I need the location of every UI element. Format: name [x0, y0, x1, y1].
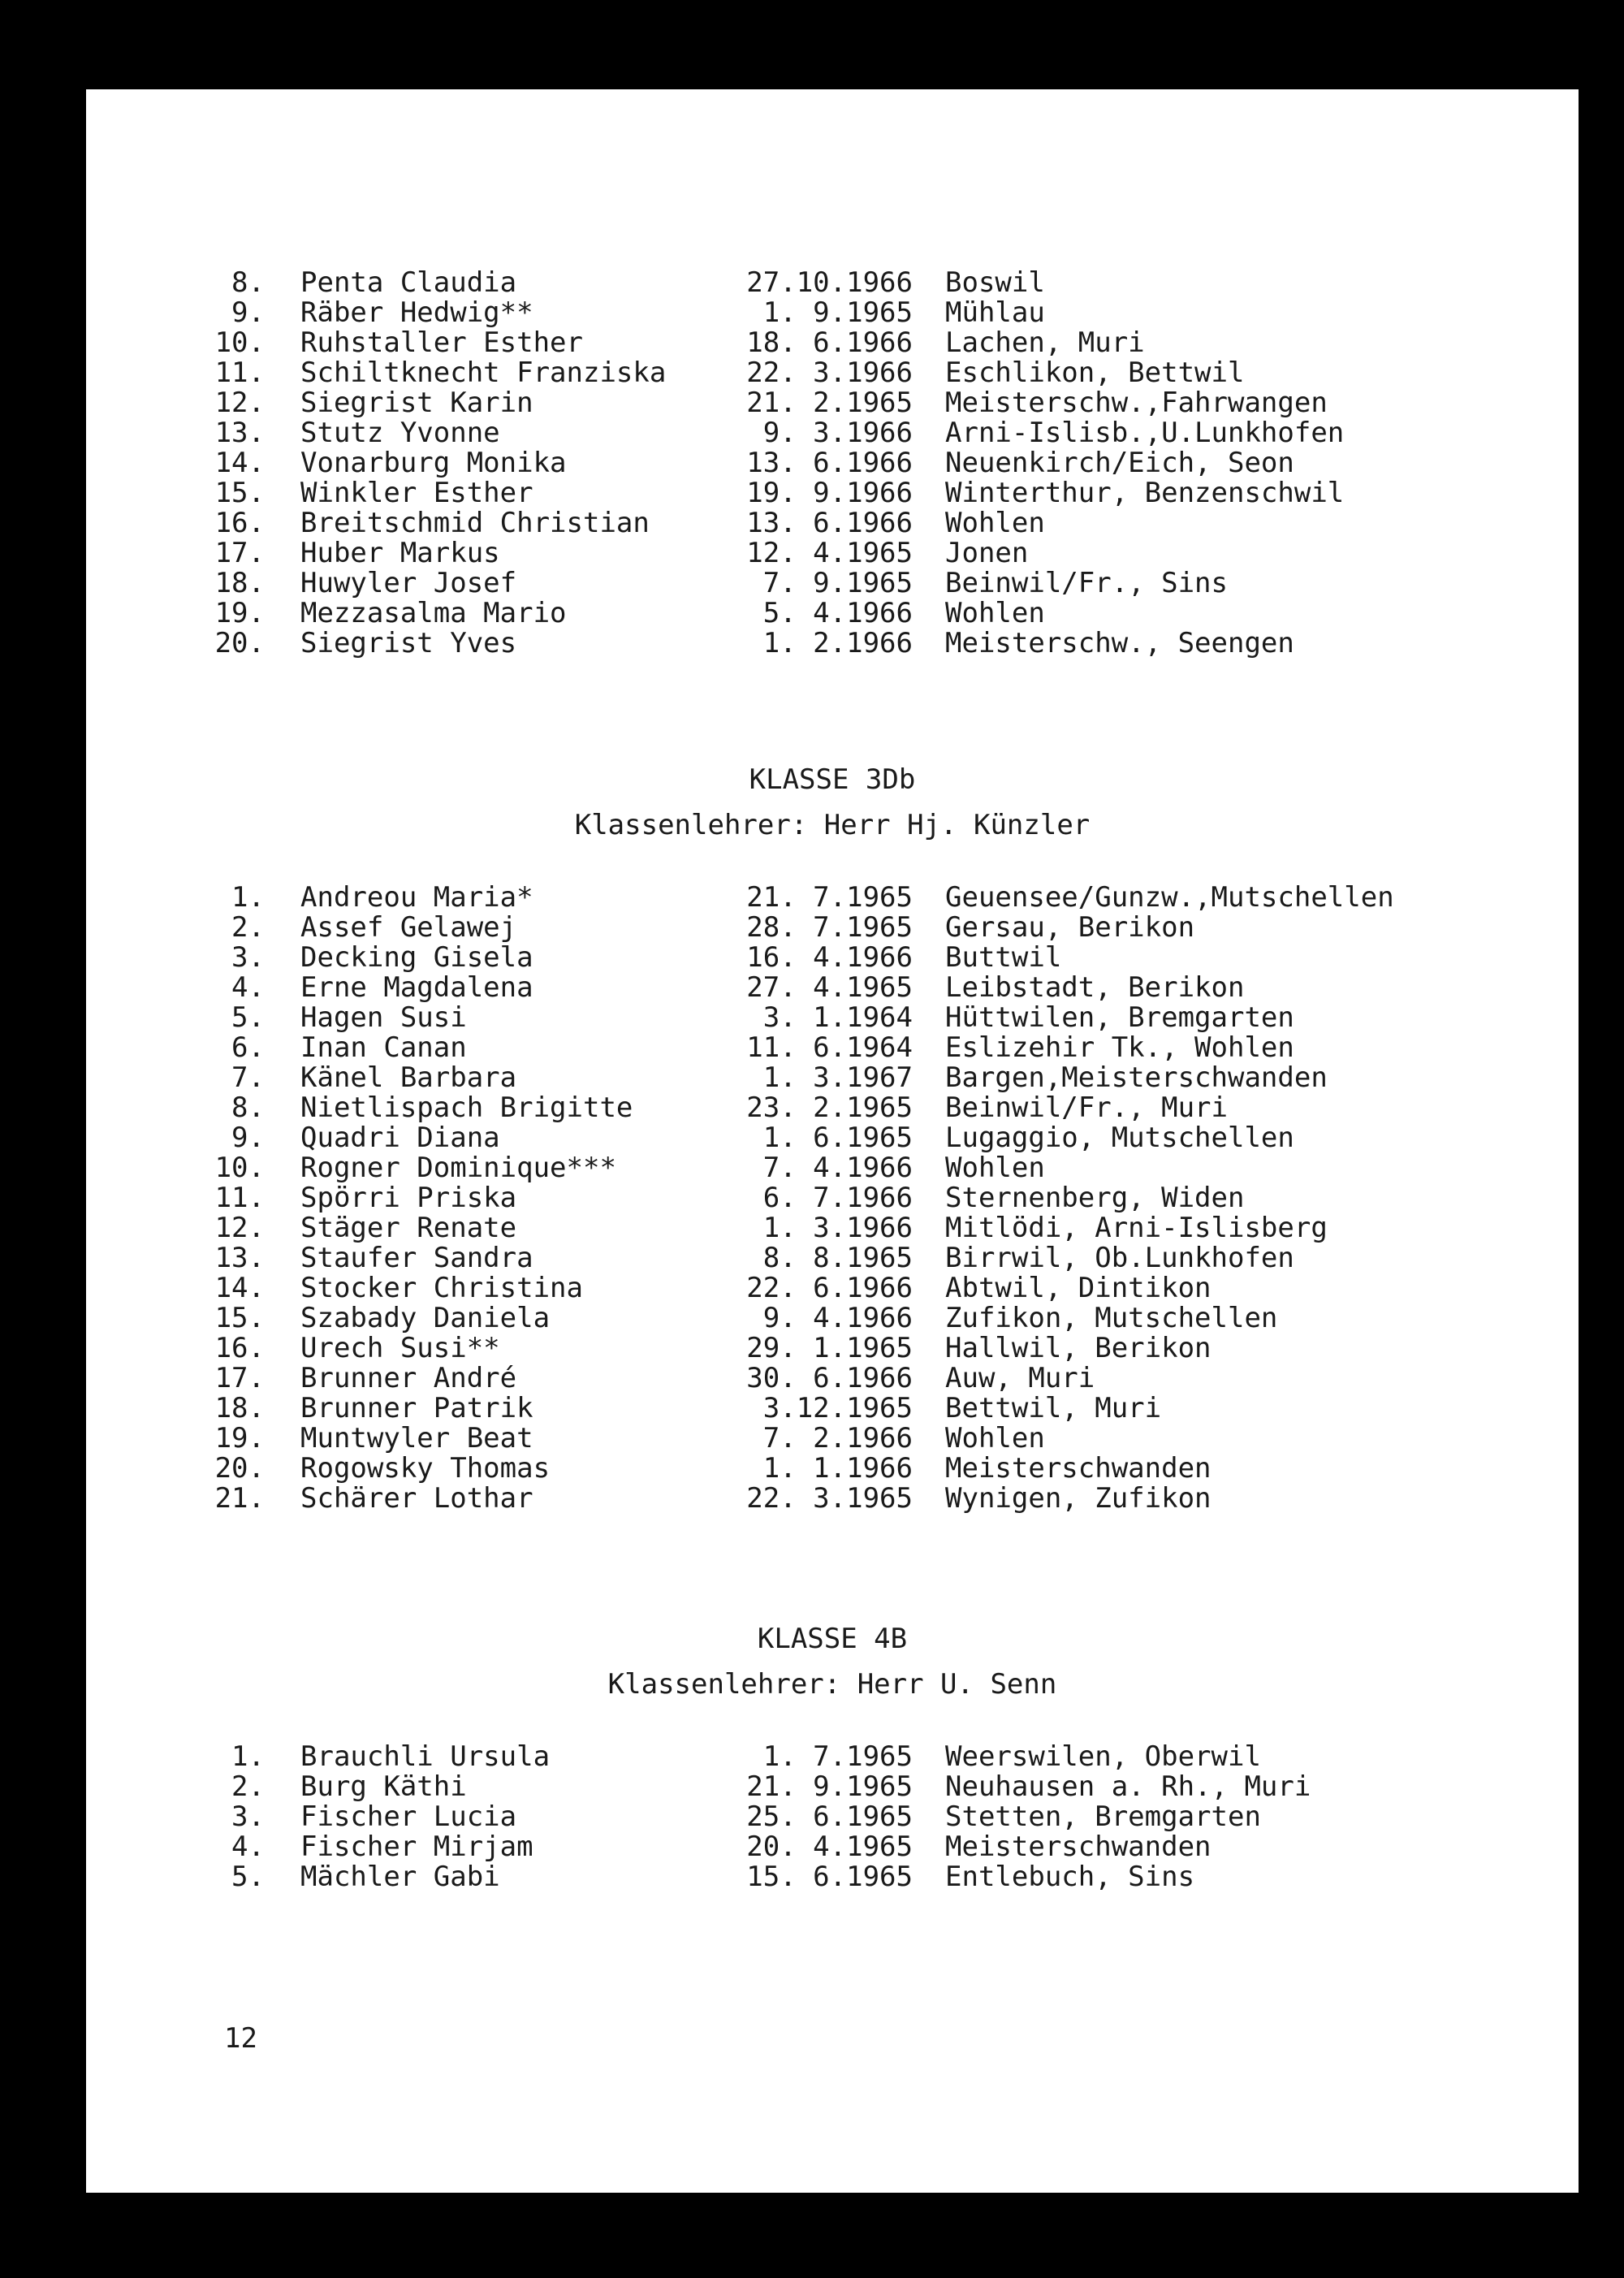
student-name: Huwyler Josef	[300, 567, 517, 599]
student-name: Ruhstaller Esther	[300, 326, 583, 359]
student-list-continued	[86, 268, 1579, 659]
birth-date: 1. 7.1965	[762, 1740, 913, 1773]
list-item	[86, 1243, 1579, 1273]
birth-date: 18. 6.1966	[746, 326, 913, 359]
entry-number: 10.	[214, 1152, 265, 1184]
entry-number: 12.	[214, 1212, 265, 1244]
list-item	[86, 1772, 1579, 1802]
place: Hüttwilen, Bremgarten	[945, 1001, 1294, 1034]
entry-number: 5.	[231, 1001, 265, 1034]
entry-number: 14.	[214, 1272, 265, 1304]
birth-date: 27.10.1966	[746, 266, 913, 299]
list-item	[86, 448, 1579, 478]
list-item	[86, 508, 1579, 538]
entry-number: 4.	[231, 971, 265, 1004]
student-name: Brauchli Ursula	[300, 1740, 551, 1773]
entry-number: 19.	[214, 1422, 265, 1455]
birth-date: 22. 3.1966	[746, 357, 913, 389]
birth-date: 27. 4.1965	[746, 971, 913, 1004]
entry-number: 18.	[214, 1392, 265, 1424]
student-name: Stutz Yvonne	[300, 417, 500, 449]
student-name: Mezzasalma Mario	[300, 597, 567, 629]
birth-date: 13. 6.1966	[746, 507, 913, 539]
document-page	[86, 89, 1579, 2193]
birth-date: 21. 7.1965	[746, 881, 913, 914]
birth-date: 7. 2.1966	[762, 1422, 913, 1455]
entry-number: 14.	[214, 447, 265, 479]
student-name: Känel Barbara	[300, 1061, 517, 1094]
birth-date: 1. 3.1967	[762, 1061, 913, 1094]
list-item	[86, 1063, 1579, 1093]
list-item	[86, 1183, 1579, 1213]
place: Bargen,Meisterschwanden	[945, 1061, 1328, 1094]
place: Wohlen	[945, 1422, 1045, 1455]
entry-number: 13.	[214, 417, 265, 449]
list-item	[86, 1273, 1579, 1303]
place: Lugaggio, Mutschellen	[945, 1122, 1294, 1154]
entry-number: 12.	[214, 387, 265, 419]
list-item	[86, 538, 1579, 568]
birth-date: 22. 6.1966	[746, 1272, 913, 1304]
place: Buttwil	[945, 941, 1062, 974]
entry-number: 19.	[214, 597, 265, 629]
birth-date: 11. 6.1964	[746, 1031, 913, 1064]
place: Meisterschwanden	[945, 1452, 1212, 1485]
list-item	[86, 1862, 1579, 1892]
list-item	[86, 358, 1579, 388]
place: Auw, Muri	[945, 1362, 1095, 1394]
place: Bettwil, Muri	[945, 1392, 1162, 1424]
student-name: Erne Magdalena	[300, 971, 533, 1004]
birth-date: 23. 2.1965	[746, 1091, 913, 1124]
birth-date: 30. 6.1966	[746, 1362, 913, 1394]
student-name: Spörri Priska	[300, 1182, 517, 1214]
place: Meisterschw., Seengen	[945, 627, 1294, 659]
student-name: Stocker Christina	[300, 1272, 583, 1304]
class-4b-teacher: Klassenlehrer: Herr U. Senn	[607, 1668, 1057, 1701]
student-name: Inan Canan	[300, 1031, 467, 1064]
student-name: Rogner Dominique***	[300, 1152, 616, 1184]
student-name: Assef Gelawej	[300, 911, 517, 944]
birth-date: 7. 4.1966	[762, 1152, 913, 1184]
list-item	[86, 1742, 1579, 1772]
entry-number: 3.	[231, 941, 265, 974]
list-item	[86, 328, 1579, 358]
place: Neuhausen a. Rh., Muri	[945, 1770, 1311, 1803]
birth-date: 21. 9.1965	[746, 1770, 913, 1803]
birth-date: 1. 1.1966	[762, 1452, 913, 1485]
place: Gersau, Berikon	[945, 911, 1195, 944]
list-item	[86, 913, 1579, 943]
list-item	[86, 298, 1579, 328]
entry-number: 3.	[231, 1800, 265, 1833]
list-item	[86, 943, 1579, 973]
place: Mühlau	[945, 296, 1045, 329]
birth-date: 28. 7.1965	[746, 911, 913, 944]
entry-number: 20.	[214, 1452, 265, 1485]
birth-date: 15. 6.1965	[746, 1861, 913, 1893]
place: Wohlen	[945, 1152, 1045, 1184]
list-item	[86, 883, 1579, 913]
list-item	[86, 1802, 1579, 1832]
list-item	[86, 1003, 1579, 1033]
student-name: Schärer Lothar	[300, 1482, 533, 1515]
list-item	[86, 388, 1579, 418]
entry-number: 15.	[214, 1302, 265, 1334]
place: Eschlikon, Bettwil	[945, 357, 1245, 389]
student-name: Andreou Maria*	[300, 881, 533, 914]
list-item	[86, 1364, 1579, 1394]
place: Lachen, Muri	[945, 326, 1145, 359]
place: Geuensee/Gunzw.,Mutschellen	[945, 881, 1394, 914]
entry-number: 8.	[231, 266, 265, 299]
list-item	[86, 1424, 1579, 1454]
class-3db-list	[86, 883, 1579, 1514]
student-name: Siegrist Yves	[300, 627, 517, 659]
student-name: Siegrist Karin	[300, 387, 533, 419]
place: Entlebuch, Sins	[945, 1861, 1195, 1893]
list-item	[86, 1093, 1579, 1123]
list-item	[86, 568, 1579, 599]
student-name: Urech Susi**	[300, 1332, 500, 1364]
birth-date: 13. 6.1966	[746, 447, 913, 479]
place: Beinwil/Fr., Sins	[945, 567, 1228, 599]
place: Sternenberg, Widen	[945, 1182, 1245, 1214]
entry-number: 5.	[231, 1861, 265, 1893]
student-name: Szabady Daniela	[300, 1302, 551, 1334]
birth-date: 1. 6.1965	[762, 1122, 913, 1154]
entry-number: 1.	[231, 881, 265, 914]
birth-date: 7. 9.1965	[762, 567, 913, 599]
birth-date: 9. 3.1966	[762, 417, 913, 449]
student-name: Quadri Diana	[300, 1122, 500, 1154]
birth-date: 5. 4.1966	[762, 597, 913, 629]
entry-number: 17.	[214, 1362, 265, 1394]
place: Zufikon, Mutschellen	[945, 1302, 1278, 1334]
student-name: Winkler Esther	[300, 477, 533, 509]
place: Jonen	[945, 537, 1029, 569]
birth-date: 3. 1.1964	[762, 1001, 913, 1034]
place: Meisterschw.,Fahrwangen	[945, 387, 1328, 419]
student-name: Stäger Renate	[300, 1212, 517, 1244]
place: Weerswilen, Oberwil	[945, 1740, 1261, 1773]
birth-date: 29. 1.1965	[746, 1332, 913, 1364]
place: Mitlödi, Arni-Islisberg	[945, 1212, 1328, 1244]
student-name: Rogowsky Thomas	[300, 1452, 551, 1485]
place: Neuenkirch/Eich, Seon	[945, 447, 1294, 479]
student-name: Brunner André	[300, 1362, 517, 1394]
entry-number: 9.	[231, 296, 265, 329]
entry-number: 9.	[231, 1122, 265, 1154]
entry-number: 15.	[214, 477, 265, 509]
birth-date: 6. 7.1966	[762, 1182, 913, 1214]
list-item	[86, 629, 1579, 659]
list-item	[86, 1454, 1579, 1484]
list-item	[86, 1394, 1579, 1424]
place: Stetten, Bremgarten	[945, 1800, 1261, 1833]
class-3db-teacher: Klassenlehrer: Herr Hj. Künzler	[574, 809, 1091, 841]
birth-date: 9. 4.1966	[762, 1302, 913, 1334]
birth-date: 1. 3.1966	[762, 1212, 913, 1244]
place: Arni-Islisb.,U.Lunkhofen	[945, 417, 1345, 449]
list-item	[86, 1484, 1579, 1514]
list-item	[86, 268, 1579, 298]
entry-number: 10.	[214, 326, 265, 359]
student-name: Fischer Lucia	[300, 1800, 517, 1833]
place: Wynigen, Zufikon	[945, 1482, 1212, 1515]
place: Wohlen	[945, 597, 1045, 629]
student-name: Huber Markus	[300, 537, 500, 569]
entry-number: 21.	[214, 1482, 265, 1515]
student-name: Staufer Sandra	[300, 1242, 533, 1274]
birth-date: 19. 9.1966	[746, 477, 913, 509]
birth-date: 12. 4.1965	[746, 537, 913, 569]
student-name: Penta Claudia	[300, 266, 517, 299]
student-name: Vonarburg Monika	[300, 447, 567, 479]
birth-date: 21. 2.1965	[746, 387, 913, 419]
list-item	[86, 1832, 1579, 1862]
student-name: Schiltknecht Franziska	[300, 357, 667, 389]
birth-date: 8. 8.1965	[762, 1242, 913, 1274]
list-item	[86, 599, 1579, 629]
student-name: Fischer Mirjam	[300, 1831, 533, 1863]
entry-number: 18.	[214, 567, 265, 599]
entry-number: 17.	[214, 537, 265, 569]
student-name: Burg Käthi	[300, 1770, 467, 1803]
student-name: Mächler Gabi	[300, 1861, 500, 1893]
birth-date: 1. 2.1966	[762, 627, 913, 659]
entry-number: 13.	[214, 1242, 265, 1274]
list-item	[86, 1153, 1579, 1183]
birth-date: 22. 3.1965	[746, 1482, 913, 1515]
birth-date: 1. 9.1965	[762, 296, 913, 329]
list-item	[86, 1213, 1579, 1243]
place: Abtwil, Dintikon	[945, 1272, 1212, 1304]
list-item	[86, 1033, 1579, 1063]
entry-number: 20.	[214, 627, 265, 659]
page-number: 12	[224, 2022, 257, 2055]
entry-number: 11.	[214, 1182, 265, 1214]
student-name: Brunner Patrik	[300, 1392, 533, 1424]
list-item	[86, 1334, 1579, 1364]
place: Eslizehir Tk., Wohlen	[945, 1031, 1294, 1064]
entry-number: 2.	[231, 1770, 265, 1803]
student-name: Nietlispach Brigitte	[300, 1091, 633, 1124]
entry-number: 2.	[231, 911, 265, 944]
list-item	[86, 478, 1579, 508]
entry-number: 16.	[214, 507, 265, 539]
place: Boswil	[945, 266, 1045, 299]
place: Beinwil/Fr., Muri	[945, 1091, 1228, 1124]
student-name: Räber Hedwig**	[300, 296, 533, 329]
list-item	[86, 418, 1579, 448]
place: Meisterschwanden	[945, 1831, 1212, 1863]
student-name: Muntwyler Beat	[300, 1422, 533, 1455]
student-name: Hagen Susi	[300, 1001, 467, 1034]
place: Leibstadt, Berikon	[945, 971, 1245, 1004]
place: Birrwil, Ob.Lunkhofen	[945, 1242, 1294, 1274]
list-item	[86, 1123, 1579, 1153]
entry-number: 8.	[231, 1091, 265, 1124]
entry-number: 11.	[214, 357, 265, 389]
class-3db-title: KLASSE 3Db	[749, 763, 916, 796]
birth-date: 20. 4.1965	[746, 1831, 913, 1863]
list-item	[86, 973, 1579, 1003]
entry-number: 6.	[231, 1031, 265, 1064]
list-item	[86, 1303, 1579, 1334]
class-4b-list	[86, 1742, 1579, 1892]
place: Wohlen	[945, 507, 1045, 539]
place: Hallwil, Berikon	[945, 1332, 1212, 1364]
birth-date: 16. 4.1966	[746, 941, 913, 974]
class-4b-title: KLASSE 4B	[757, 1623, 908, 1655]
entry-number: 16.	[214, 1332, 265, 1364]
entry-number: 7.	[231, 1061, 265, 1094]
entry-number: 1.	[231, 1740, 265, 1773]
birth-date: 3.12.1965	[762, 1392, 913, 1424]
student-name: Decking Gisela	[300, 941, 533, 974]
student-name: Breitschmid Christian	[300, 507, 650, 539]
place: Winterthur, Benzenschwil	[945, 477, 1345, 509]
entry-number: 4.	[231, 1831, 265, 1863]
birth-date: 25. 6.1965	[746, 1800, 913, 1833]
